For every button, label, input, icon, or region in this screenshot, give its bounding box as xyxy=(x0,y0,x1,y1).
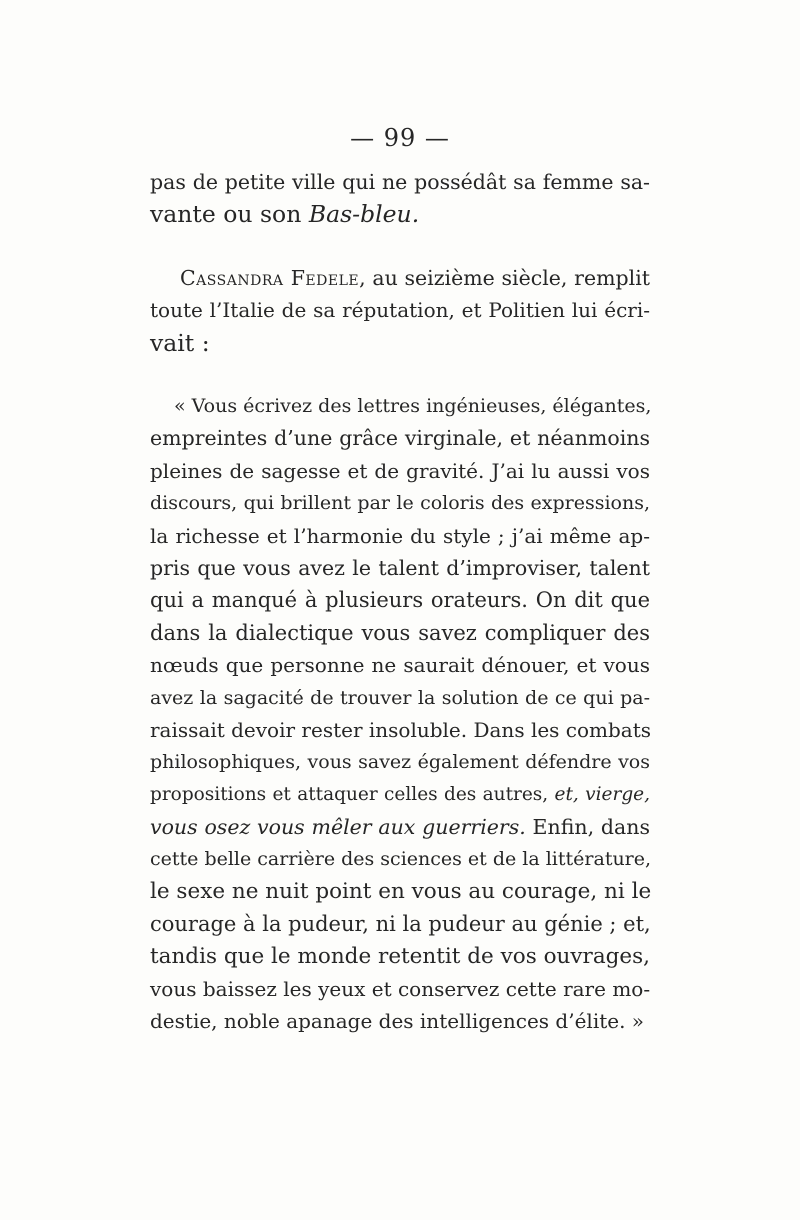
text-line xyxy=(150,779,650,811)
text-span: , au seizième siècle, remplit xyxy=(359,266,650,290)
italic-phrase: vous osez vous mêler aux guerriers. xyxy=(150,815,526,840)
text-line: discours, qui brillent par le coloris des expressions, xyxy=(150,492,650,515)
italic-term: Bas-bleu. xyxy=(308,200,420,229)
text-line xyxy=(150,262,650,294)
text-line: pleines de sagesse et de gravité. J’ai lu aussi vos xyxy=(150,458,650,483)
text-span: propositions et attaquer celles des autres, xyxy=(150,783,555,805)
paragraph-1 xyxy=(150,166,650,231)
text-line: qui a manqué à plusieurs orateurs. On dit que xyxy=(150,588,650,613)
person-name: Cassandra Fedele xyxy=(180,266,360,290)
text-line: pris que vous avez le talent d’improviser, talent xyxy=(150,555,650,580)
text-line: courage à la pudeur, ni la pudeur au génie ; et, xyxy=(150,912,651,937)
text-line: tandis que le monde retentit de vos ouvrages, xyxy=(150,943,650,969)
text-line: vous baissez les yeux et conservez cette rare mo- xyxy=(150,977,651,1002)
text-line: toute l’Italie de sa réputation, et Politien lui écri- xyxy=(150,298,650,323)
text-line: raissait devoir rester insoluble. Dans les combats xyxy=(150,717,652,742)
text-line: le sexe ne nuit point en vous au courage, ni le xyxy=(150,878,652,904)
text-line: empreintes d’une grâce virginale, et néanmoins xyxy=(150,426,650,451)
text-line: vait : xyxy=(150,328,210,357)
text-line: destie, noble apanage des intelligences d’élite. » xyxy=(150,1009,645,1034)
text-line xyxy=(150,198,650,230)
page-number: — 99 — xyxy=(350,124,450,152)
paragraph-3-quotation xyxy=(150,390,650,1038)
text-line xyxy=(150,811,650,843)
paragraph-2 xyxy=(150,262,650,359)
text-line: dans la dialectique vous savez compliquer des xyxy=(150,620,650,645)
text-line: philosophiques, vous savez également défendre vos xyxy=(150,751,650,774)
text-line: avez la sagacité de trouver la solution de ce qui pa- xyxy=(150,686,650,709)
text-line: la richesse et l’harmonie du style ; j’ai même ap- xyxy=(150,523,650,548)
text-line: cette belle carrière des sciences et de la littérature, xyxy=(150,848,652,871)
text-line: nœuds que personne ne saurait dénouer, et vous xyxy=(150,653,650,678)
text-span: vante ou son xyxy=(150,200,309,229)
text-line: « Vous écrivez des lettres ingénieuses, élégantes, xyxy=(174,395,652,417)
text-span: Enfin, dans xyxy=(525,815,650,840)
italic-phrase: et, vierge, xyxy=(554,783,650,805)
text-line: pas de petite ville qui ne possédât sa femme sa- xyxy=(150,170,650,194)
